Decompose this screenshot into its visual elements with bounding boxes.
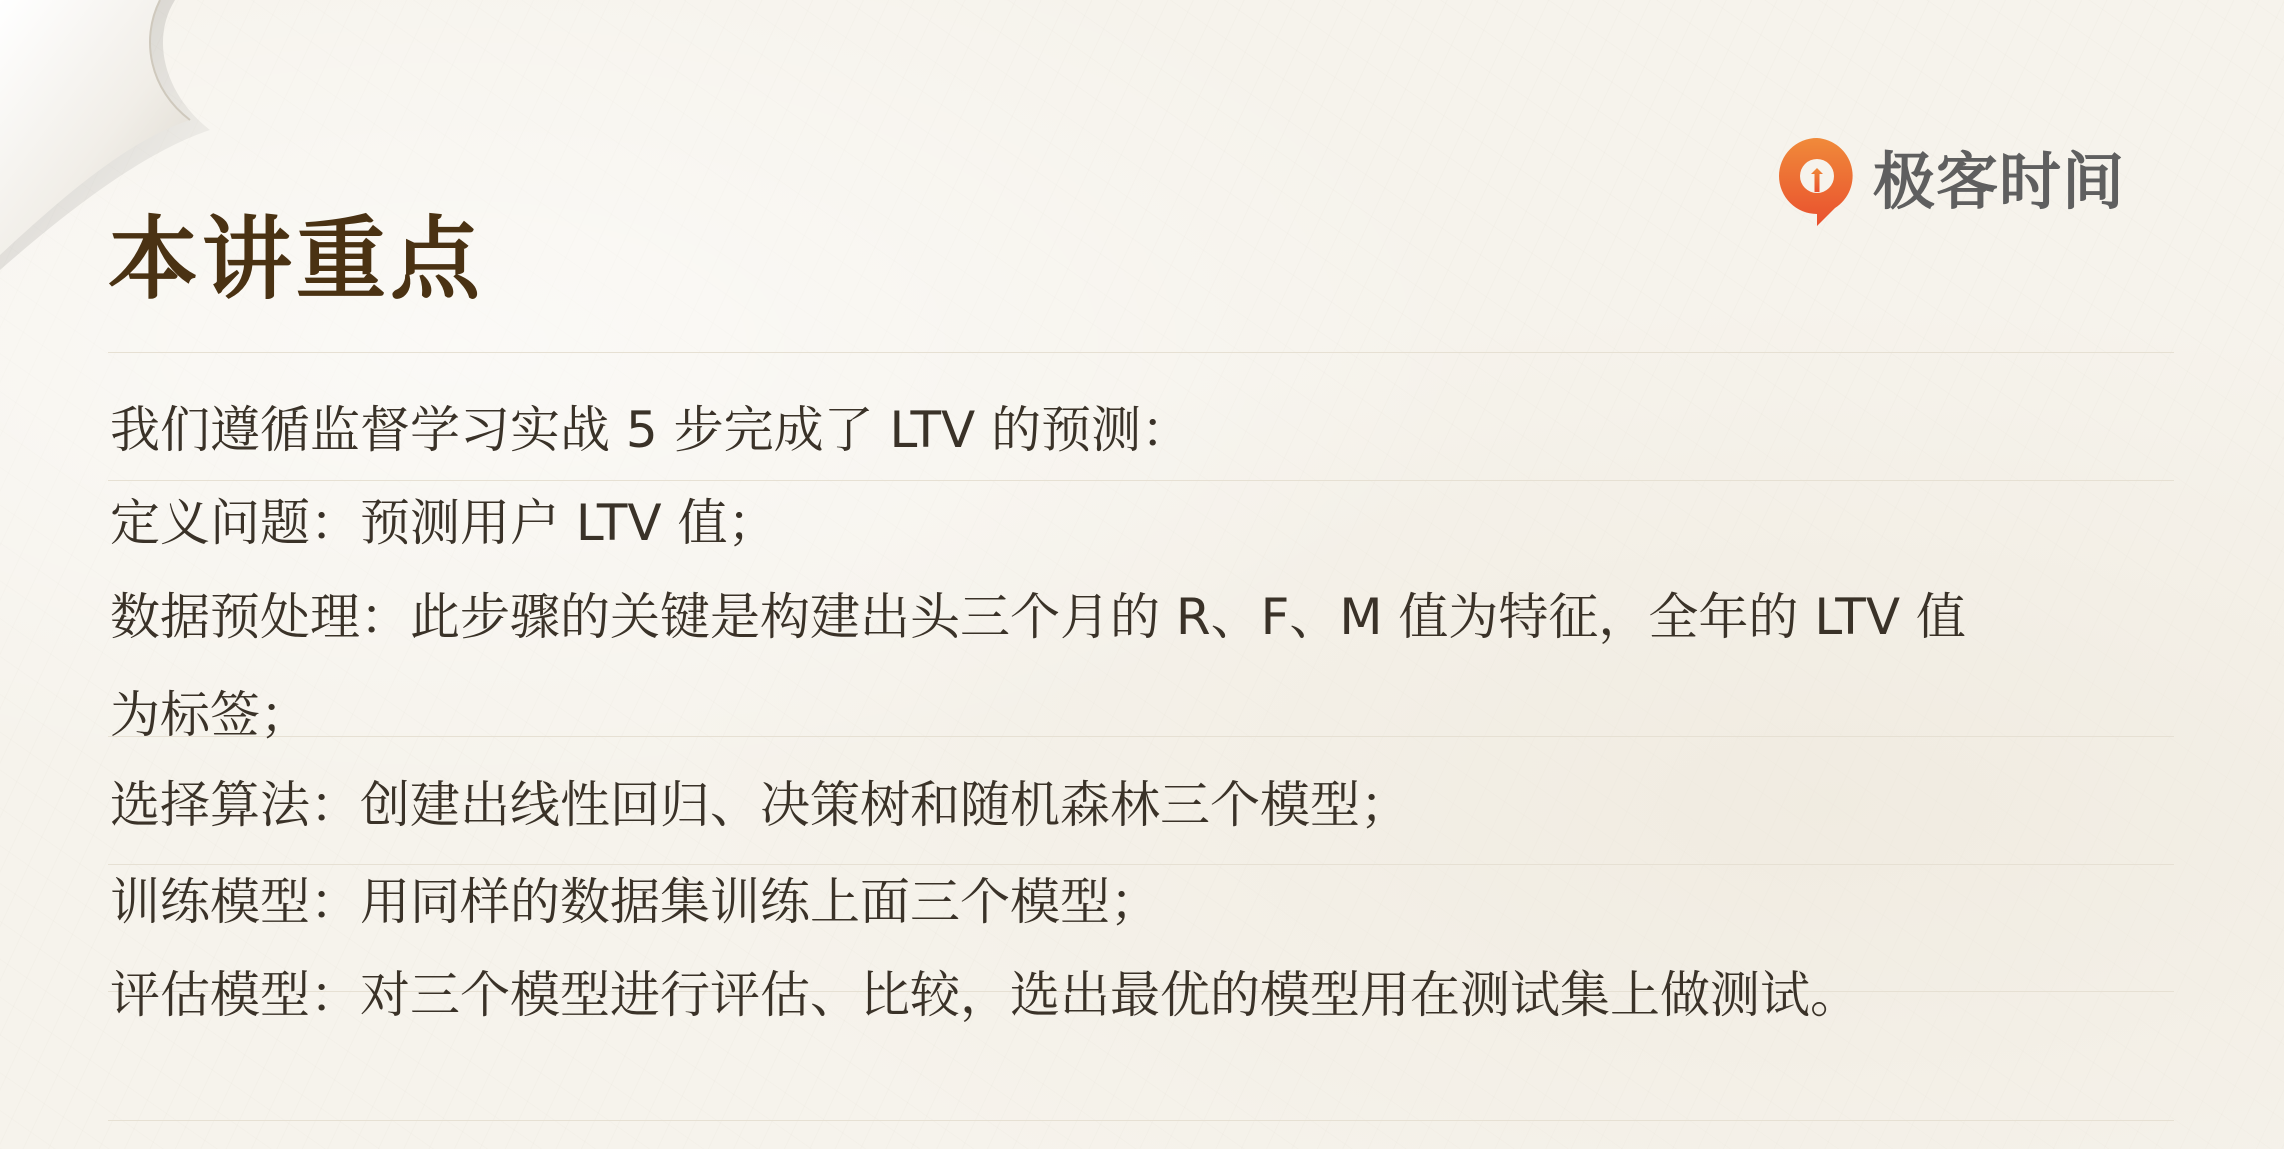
step-preprocessing: 数据预处理：此步骤的关键是构建出头三个月的 R、F、M 值为特征，全年的 LTV 值 (110, 588, 1966, 646)
brand-logo (1775, 132, 2125, 232)
intro-text: 我们遵循监督学习实战 5 步完成了 LTV 的预测： (110, 401, 1192, 459)
divider (108, 352, 2174, 353)
page-title: 本讲重点 (108, 207, 484, 312)
step-preprocessing-continued: 为标签； (110, 686, 310, 744)
geektime-logo-icon (1775, 134, 1859, 230)
brand-name: 极客时间 (1873, 145, 2126, 218)
divider (108, 736, 2174, 737)
step-train-model: 训练模型：用同样的数据集训练上面三个模型； (110, 873, 1160, 931)
divider (108, 480, 2174, 481)
divider (108, 1120, 2174, 1121)
step-define-problem: 定义问题：预测用户 LTV 值； (110, 494, 778, 552)
divider (108, 864, 2174, 865)
step-evaluate-model: 评估模型：对三个模型进行评估、比较，选出最优的模型用在测试集上做测试。 (110, 966, 1860, 1024)
step-choose-algorithm: 选择算法：创建出线性回归、决策树和随机森林三个模型； (110, 776, 1410, 834)
